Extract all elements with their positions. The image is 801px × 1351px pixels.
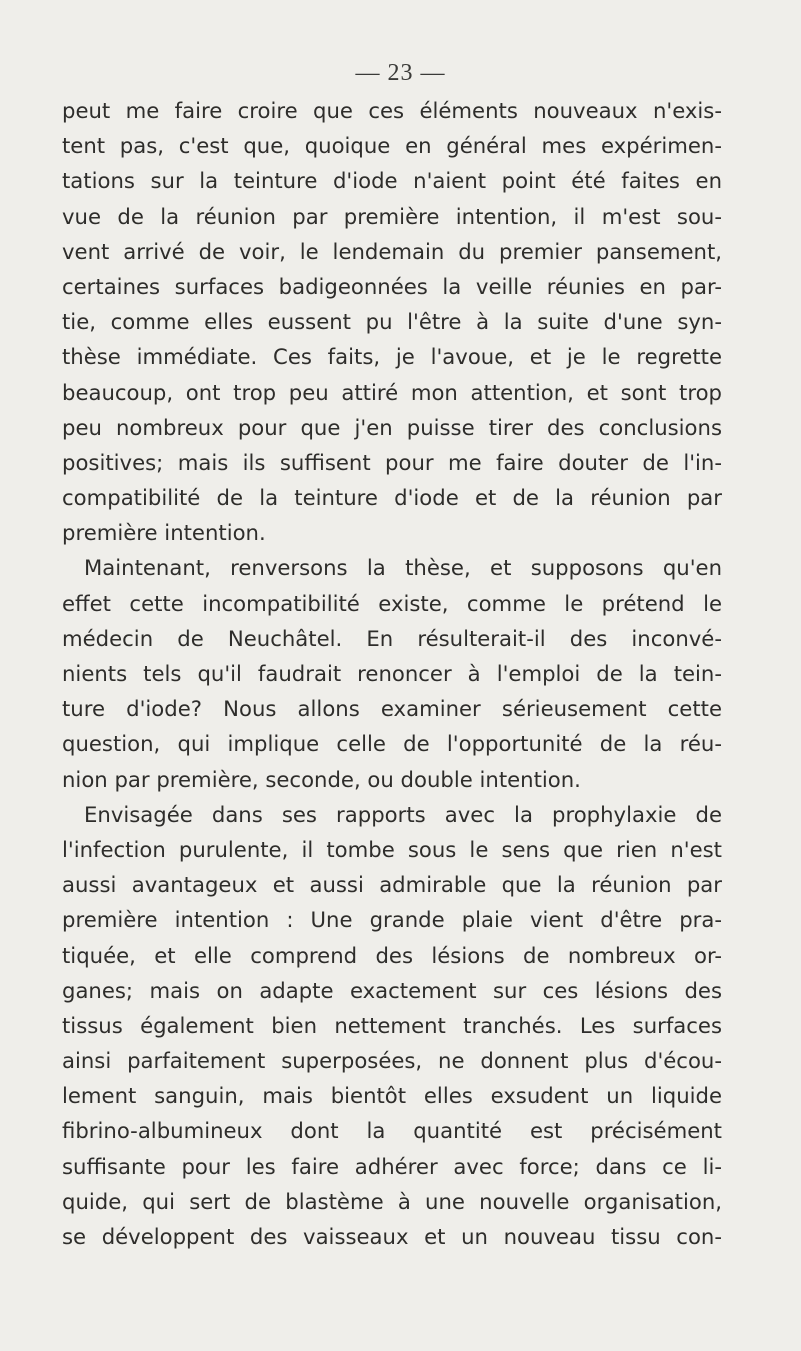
text-line: vent arrivé de voir, le lendemain du premier pansement, — [62, 238, 722, 264]
text-line: peu nombreux pour que j'en puisse tirer des conclusions — [62, 414, 722, 440]
text-line: positives; mais ils suffisent pour me faire douter de l'in- — [62, 449, 722, 475]
text-line: beaucoup, ont trop peu attiré mon attention, et sont trop — [62, 379, 722, 405]
text-line: médecin de Neuchâtel. En résulterait-il des inconvé- — [62, 625, 722, 651]
text-line: aussi avantageux et aussi admirable que la réunion par — [62, 872, 722, 898]
text-line: première intention. — [62, 520, 266, 546]
text-line: question, qui implique celle de l'opportunité de la réu- — [62, 731, 722, 757]
text-line: lement sanguin, mais bientôt elles exsudent un liquide — [62, 1083, 722, 1109]
text-line: Envisagée dans ses rapports avec la prophylaxie de — [84, 801, 722, 827]
text-line: tent pas, c'est que, quoique en général mes expérimen- — [62, 133, 722, 159]
text-line: vue de la réunion par première intention, il m'est sou- — [62, 203, 722, 229]
text-line: quide, qui sert de blastème à une nouvelle organisation, — [62, 1188, 722, 1214]
text-line: tiquée, et elle comprend des lésions de nombreux or- — [62, 942, 722, 968]
page-number: — 23 — — [355, 60, 446, 86]
text-line: effet cette incompatibilité existe, comme le prétend le — [62, 590, 722, 616]
text-line: tissus également bien nettement tranchés. Les surfaces — [62, 1012, 722, 1038]
text-line: Maintenant, renversons la thèse, et supposons qu'en — [84, 555, 722, 581]
text-line: ganes; mais on adapte exactement sur ces lésions des — [62, 977, 722, 1003]
text-line: nients tels qu'il faudrait renoncer à l'emploi de la tein- — [62, 661, 722, 686]
text-line: ainsi parfaitement superposées, ne donnent plus d'écou- — [62, 1048, 722, 1074]
text-line: suffisante pour les faire adhérer avec force; dans ce li- — [62, 1153, 722, 1179]
text-line: tie, comme elles eussent pu l'être à la suite d'une syn- — [62, 309, 722, 335]
text-line: certaines surfaces badigeonnées la veille réunies en par- — [62, 273, 722, 299]
text-line: compatibilité de la teinture d'iode et de la réunion par — [62, 485, 722, 511]
text-line: première intention : Une grande plaie vient d'être pra- — [62, 907, 722, 933]
text-line: tations sur la teinture d'iode n'aient point été faites en — [62, 168, 722, 194]
text-line: nion par première, seconde, ou double intention. — [62, 766, 581, 792]
text-line: ture d'iode? Nous allons examiner sérieusement cette — [62, 696, 722, 722]
text-line: thèse immédiate. Ces faits, je l'avoue, et je le regrette — [62, 344, 722, 370]
text-line: l'infection purulente, il tombe sous le sens que rien n'est — [62, 836, 722, 862]
text-line: se développent des vaisseaux et un nouveau tissu con- — [62, 1224, 722, 1249]
body-text — [62, 93, 722, 1254]
text-line: peut me faire croire que ces éléments nouveaux n'exis- — [62, 98, 722, 123]
text-line: fibrino-albumineux dont la quantité est précisément — [62, 1118, 722, 1144]
